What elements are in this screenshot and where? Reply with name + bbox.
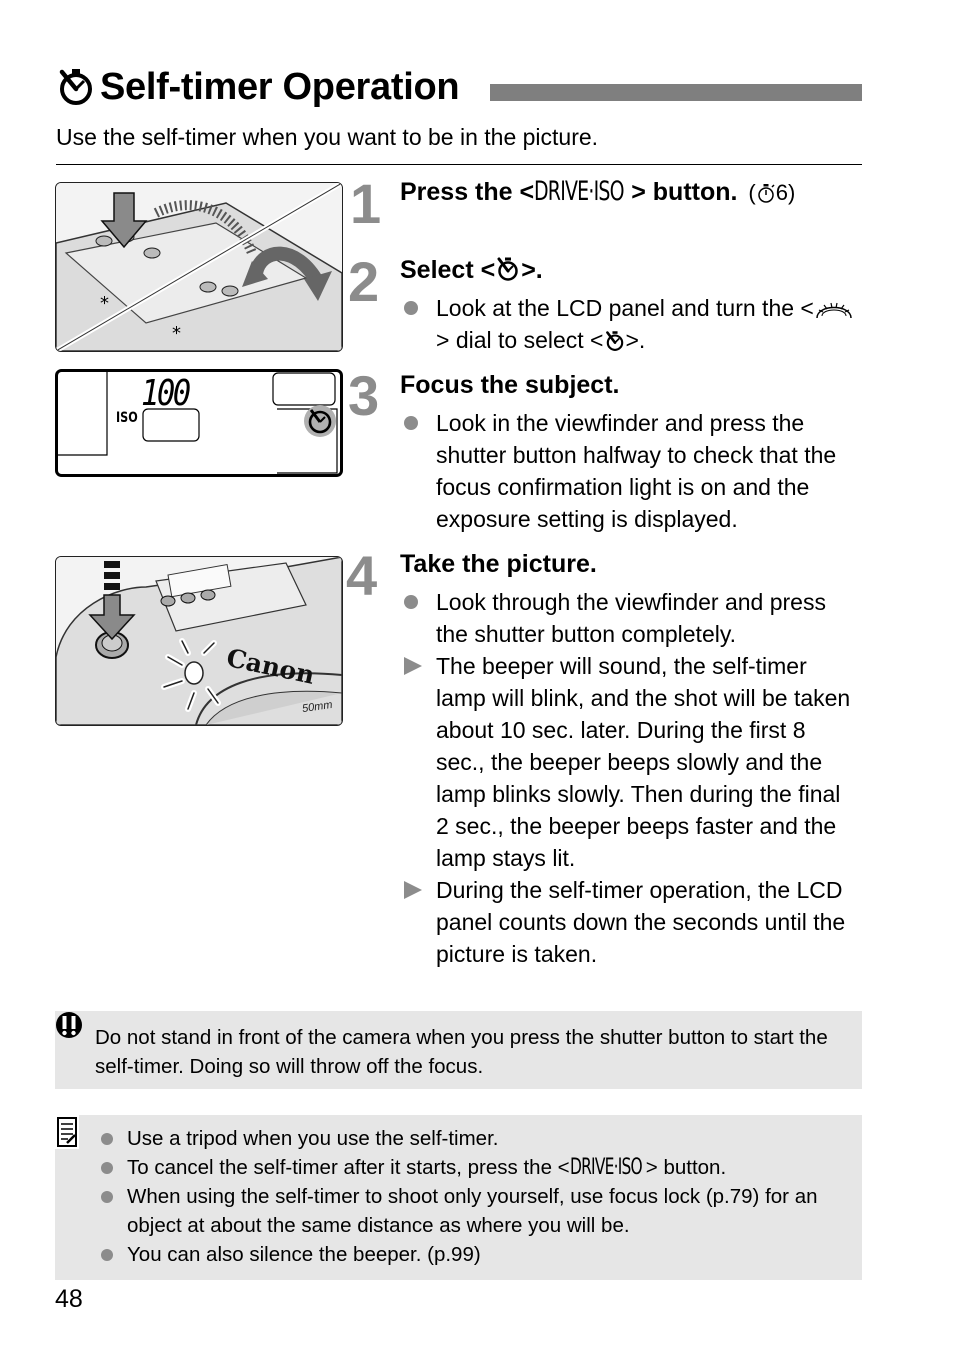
step-2-title-prefix: Select <: [400, 256, 496, 284]
step-number-2: 2: [348, 250, 380, 313]
reference-stopwatch-icon: [756, 182, 776, 204]
step-2-title: [400, 255, 543, 285]
step-3-bullets: [404, 407, 854, 535]
drive-iso-button-label: DRIVE·ISO: [569, 1155, 642, 1180]
ref-page: 6: [775, 180, 788, 205]
note-text-part: To cancel the self-timer after it starts, press the <: [127, 1156, 570, 1179]
bullet-dot-icon: [404, 301, 418, 315]
list-item: [404, 407, 854, 535]
note-text: Use a tripod when you use the self-timer.: [127, 1127, 499, 1150]
note-text: When using the self-timer to shoot only yourself, use focus lock (p.79) for an object at about the same distance as where you will be.: [127, 1185, 818, 1237]
camera-brand-logo: Canon: [223, 643, 318, 690]
lcd-iso-label: ISO: [116, 410, 138, 426]
list-item: [404, 650, 856, 874]
svg-text:*: *: [172, 323, 181, 344]
self-timer-icon: [604, 330, 626, 352]
bullet-dot-icon: [101, 1133, 113, 1145]
self-timer-icon: [56, 67, 96, 107]
bullet-dot-icon: [101, 1191, 113, 1203]
bullet-dot-icon: [404, 595, 418, 609]
step-number-3: 3: [348, 364, 380, 427]
step-2-title-suffix: >.: [521, 256, 543, 284]
bullet-text: Look through the viewfinder and press the shutter button completely.: [436, 589, 826, 647]
intro-text: Use the self-timer when you want to be in the picture.: [56, 124, 599, 150]
page-number: 48: [55, 1285, 83, 1313]
bullet-text: Look in the viewfinder and press the shutter button halfway to check that the focus confirmation light is on and the exposure setting is displayed.: [436, 410, 837, 532]
note-text-part: > button.: [645, 1156, 727, 1179]
notes-box: [55, 1115, 862, 1280]
note-text: You can also silence the beeper. (p.99): [127, 1243, 481, 1266]
bullet-text: During the self-timer operation, the LCD panel counts down the seconds until the picture is taken.: [436, 877, 846, 967]
list-item: [99, 1153, 849, 1182]
title-bar-decoration: [490, 84, 862, 101]
drive-iso-button-label: DRIVE·ISO: [534, 176, 624, 207]
step-1-title: [400, 177, 795, 208]
list-item: [99, 1124, 849, 1153]
bullet-dot-icon: [404, 416, 418, 430]
bullet-dot-icon: [101, 1249, 113, 1261]
list-item: [99, 1182, 849, 1240]
bullet-text-part: >.: [625, 327, 646, 353]
result-triangle-icon: [404, 657, 422, 675]
list-item: [404, 292, 864, 356]
ref-open: (: [748, 180, 756, 205]
shutter-press-illustration: [55, 556, 343, 726]
caution-box: [55, 1011, 862, 1089]
bullet-text-part: > dial to select <: [436, 327, 604, 353]
bullet-text: The beeper will sound, the self-timer lamp will blink, and the shot will be taken about 10 sec. later. During the first 8 sec., the beeper beeps slowly and the lamp blinks slowly. Then during the final 2 sec., the beeper beeps faster and the lamp stays lit.: [436, 653, 851, 871]
list-item: [404, 874, 856, 970]
camera-top-illustration: [55, 182, 343, 352]
step-1-title-prefix: Press the <: [400, 178, 535, 206]
step-number-4: 4: [346, 544, 378, 607]
page-title: [56, 64, 459, 110]
step-number-1: 1: [350, 172, 382, 235]
step-2-bullets: [404, 292, 864, 356]
caution-icon: [55, 1011, 85, 1041]
step-4-title: Take the picture.: [400, 550, 597, 578]
ref-close: ): [788, 180, 796, 205]
list-item: [99, 1240, 849, 1269]
bullet-dot-icon: [101, 1162, 113, 1174]
step-1-title-suffix: > button.: [631, 178, 738, 206]
self-timer-icon: [495, 256, 521, 282]
lcd-iso-value: 100: [141, 373, 189, 414]
list-item: [404, 586, 856, 650]
step-3-title: Focus the subject.: [400, 371, 620, 399]
title-text: Self-timer Operation: [100, 65, 460, 108]
lcd-panel-illustration: [55, 369, 343, 477]
svg-text:*: *: [100, 293, 109, 314]
caution-text: Do not stand in front of the camera when you press the shutter button to start the self-timer. Doing so will throw off the focus.: [95, 1026, 828, 1078]
lens-marking: 50mm: [301, 698, 334, 716]
notes-list: [99, 1124, 849, 1269]
bullet-text-part: Look at the LCD panel and turn the <: [436, 295, 814, 321]
divider: [56, 164, 862, 165]
main-dial-icon: [814, 298, 854, 320]
step-4-bullets: [404, 586, 856, 970]
notes-icon: [55, 1115, 79, 1149]
result-triangle-icon: [404, 881, 422, 899]
page-reference: [748, 180, 795, 205]
